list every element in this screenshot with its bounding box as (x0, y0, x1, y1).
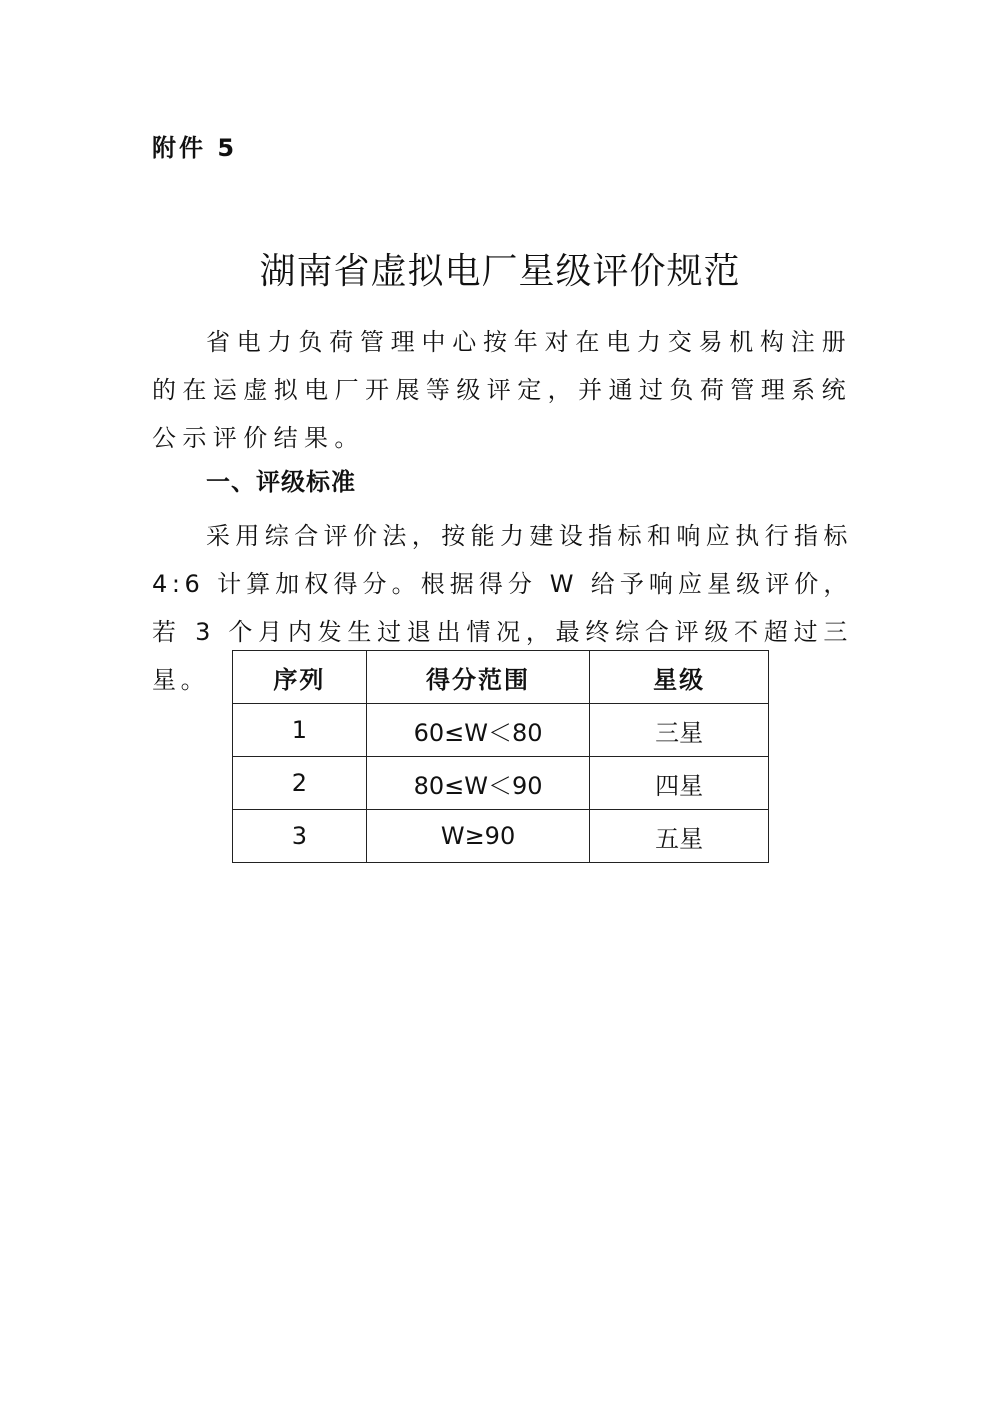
cell-score-range: 60≤W＜80 (366, 704, 590, 757)
column-header-index: 序列 (233, 651, 367, 704)
table-row (233, 757, 769, 810)
page-title: 湖南省虚拟电厂星级评价规范 (259, 251, 741, 293)
section-heading-rating-standard: 一、评级标准 (206, 468, 356, 496)
cell-score-range: 80≤W＜90 (366, 757, 590, 810)
cell-star-rating: 三星 (590, 704, 769, 757)
cell-index: 1 (233, 704, 367, 757)
cell-score-range: W≥90 (366, 810, 590, 863)
table-row (233, 810, 769, 863)
cell-star-rating: 四星 (590, 757, 769, 810)
intro-paragraph: 省电力负荷管理中心按年对在电力交易机构注册的在运虚拟电厂开展等级评定，并通过负荷管理系统公示评价结果。 (152, 328, 852, 452)
table-row (233, 704, 769, 757)
rating-standard-paragraph: 采用综合评价法，按能力建设指标和响应执行指标 4:6 计算加权得分。根据得分 W 给予响应星级评价，若 3 个月内发生过退出情况，最终综合评级不超过三星。 (152, 522, 852, 694)
column-header-star-rating: 星级 (590, 651, 769, 704)
column-header-score-range: 得分范围 (366, 651, 590, 704)
table-header-row (233, 651, 769, 704)
cell-index: 3 (233, 810, 367, 863)
star-rating-table (232, 650, 769, 863)
cell-star-rating: 五星 (590, 810, 769, 863)
attachment-label: 附件 5 (152, 134, 238, 162)
cell-index: 2 (233, 757, 367, 810)
